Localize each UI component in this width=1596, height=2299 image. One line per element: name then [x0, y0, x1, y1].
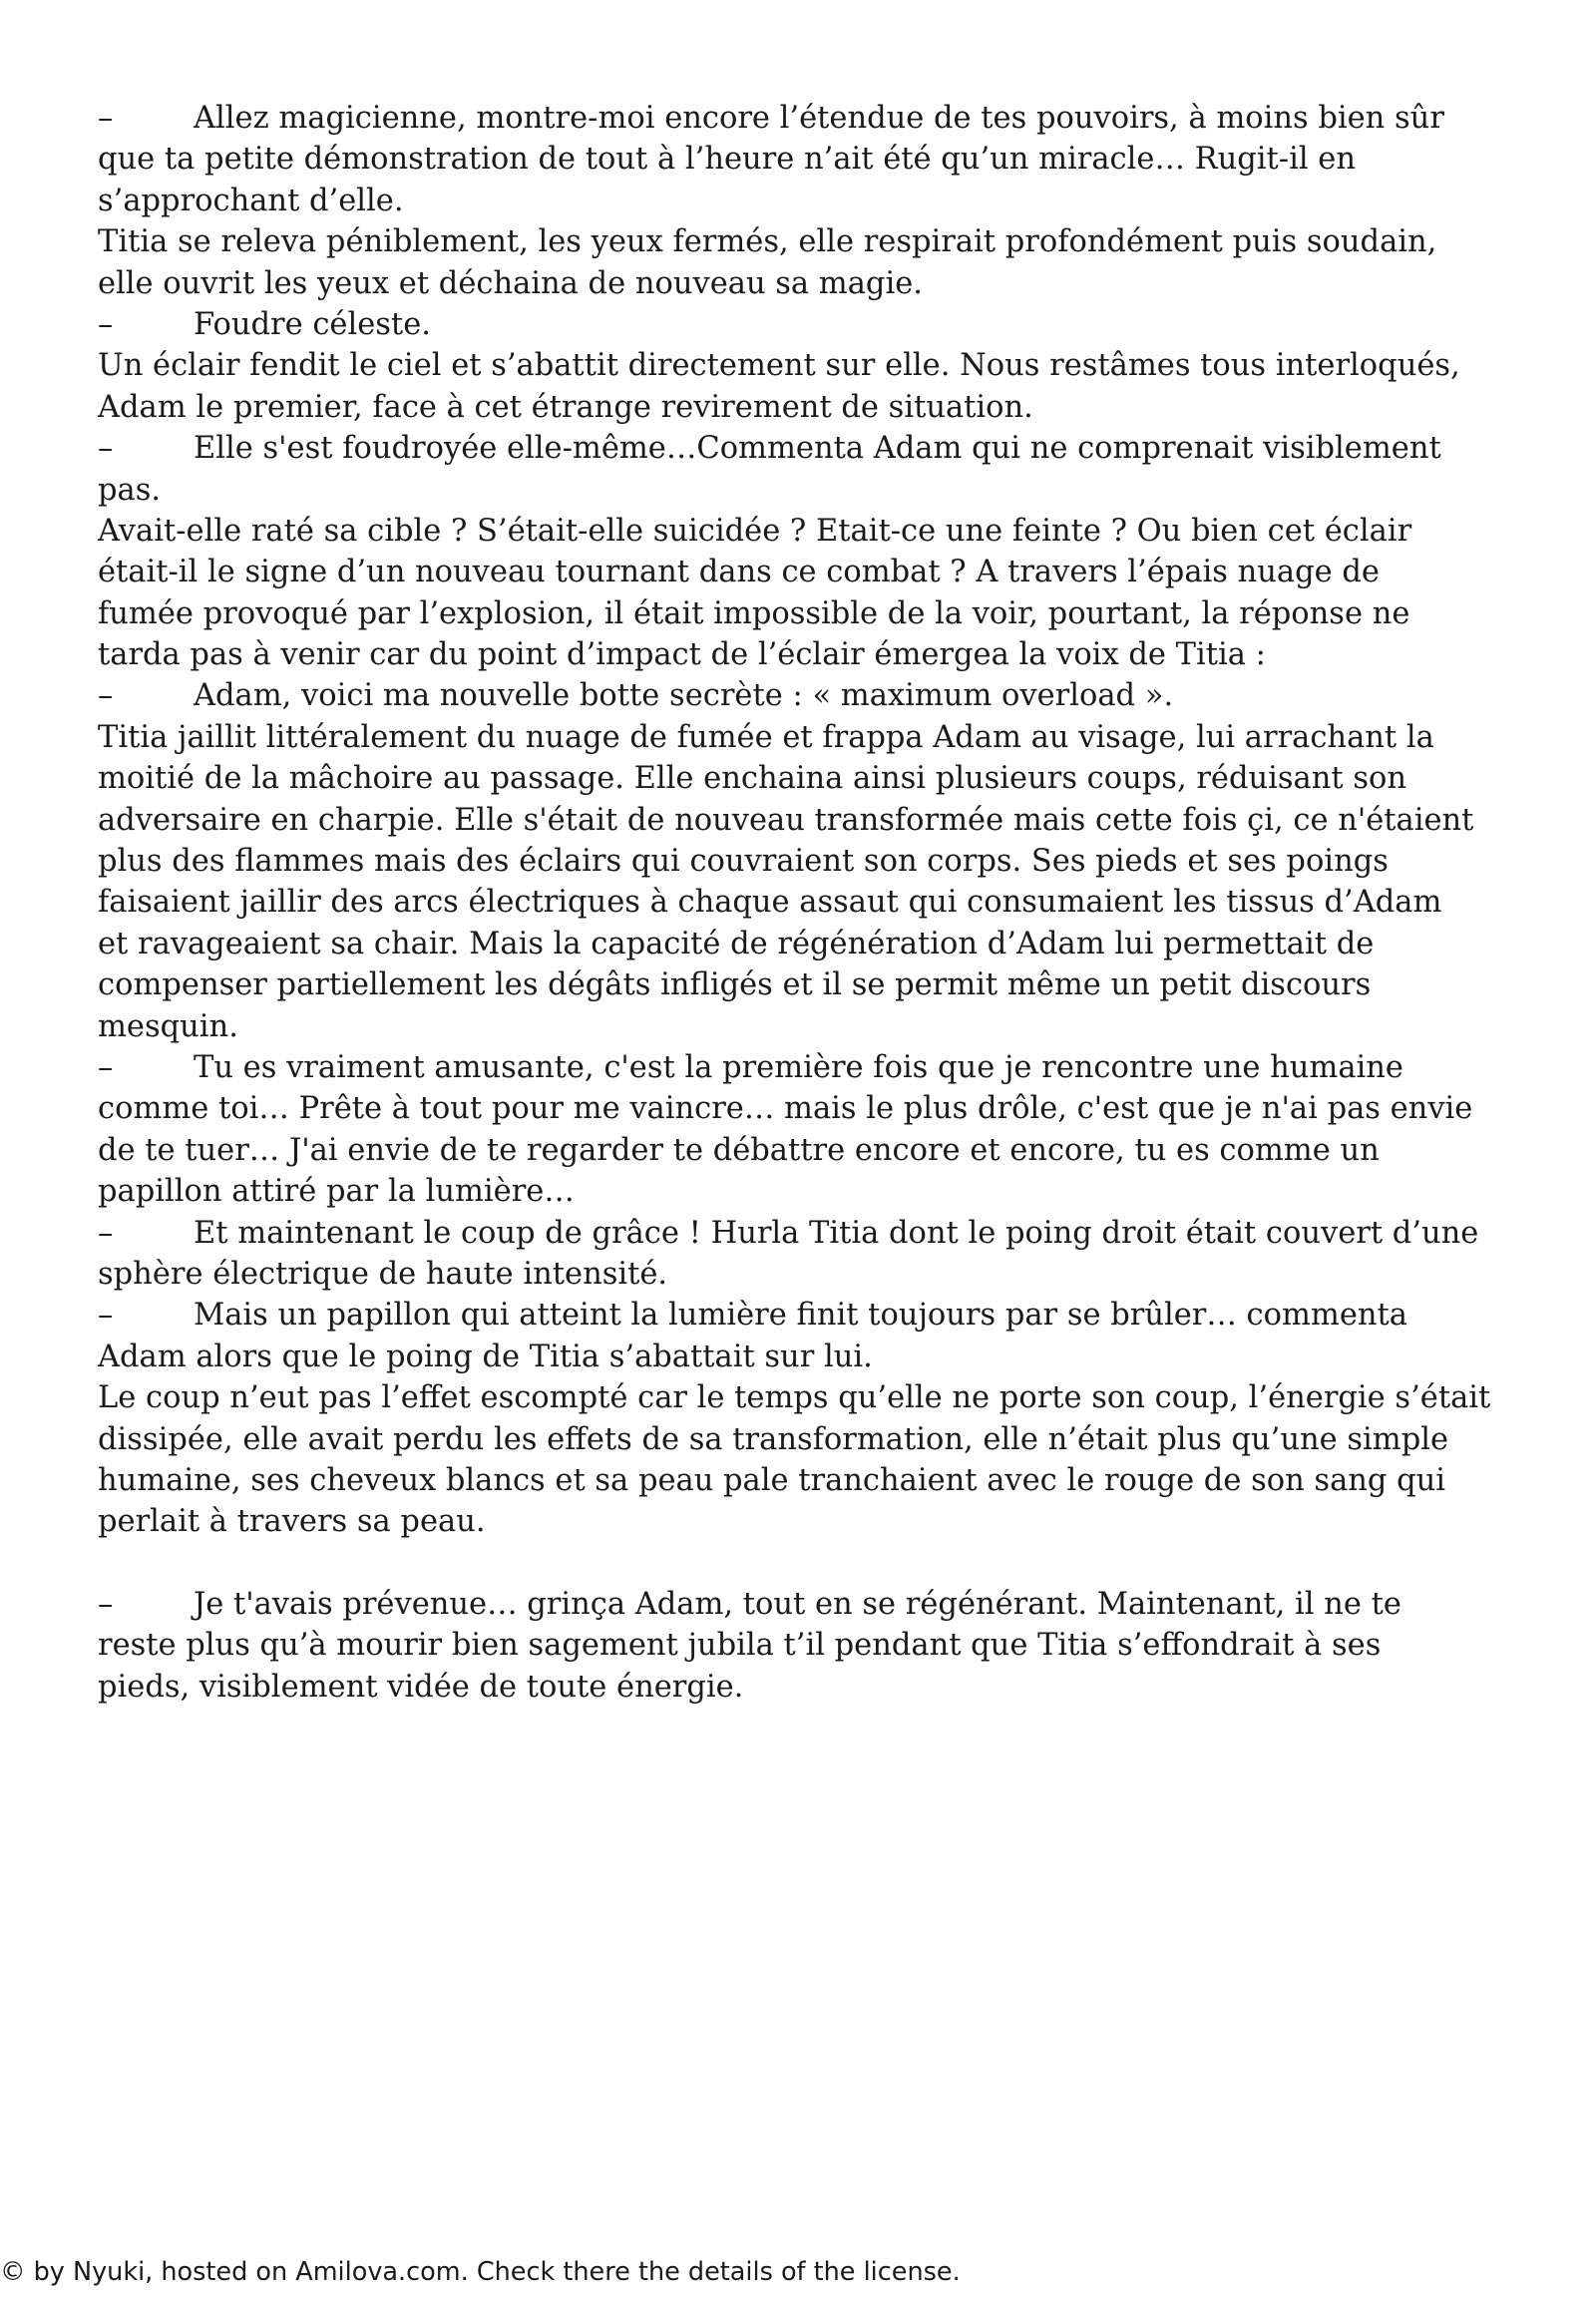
line-text: Mais un papillon qui atteint la lumière finit toujours par se brûler… commenta [194, 1298, 1407, 1334]
dialogue-line [98, 428, 1524, 469]
line-text: Je t'avais prévenue… grinça Adam, tout en se régénérant. Maintenant, il ne te [194, 1587, 1401, 1623]
dialogue-line [98, 98, 1524, 139]
text-line [98, 511, 1524, 552]
line-text: Et maintenant le coup de grâce ! Hurla Titia dont le poing droit était couvert d’une [194, 1215, 1479, 1251]
text-line [98, 1254, 1524, 1295]
text-line [98, 181, 1524, 221]
text-line [98, 1419, 1524, 1460]
line-text: Titia se releva péniblement, les yeux fermés, elle respirait profondément puis soudain, [98, 224, 1437, 260]
text-line [98, 758, 1524, 799]
line-text: adversaire en charpie. Elle s'était de nouveau transformée mais cette fois çi, ce n'étaient [98, 802, 1474, 838]
line-text: Tu es vraiment amusante, c'est la première fois que je rencontre une humaine [194, 1049, 1403, 1085]
line-text: fumée provoqué par l’explosion, il était impossible de la voir, pourtant, la réponse ne [98, 595, 1410, 631]
text-line [98, 1501, 1524, 1542]
text-line [98, 1088, 1524, 1129]
dialogue-dash: – [98, 1215, 114, 1251]
license-footer [0, 2256, 961, 2288]
text-line [98, 1460, 1524, 1501]
line-text: pieds, visiblement vidée de toute énergie. [98, 1669, 744, 1705]
text-line [98, 1667, 1524, 1708]
text-line [98, 1130, 1524, 1171]
text-line [98, 964, 1524, 1005]
line-text: de te tuer… J'ai envie de te regarder te débattre encore et encore, tu es comme un [98, 1132, 1380, 1168]
paragraph-gap [98, 1543, 1524, 1584]
body-text [98, 98, 1524, 1708]
line-text: reste plus qu’à mourir bien sagement jubila t’il pendant que Titia s’effondrait à ses [98, 1628, 1382, 1664]
line-text: Titia jaillit littéralement du nuage de fumée et frappa Adam au visage, lui arrachant la [98, 719, 1434, 755]
dialogue-dash: – [98, 1587, 114, 1623]
line-text: perlait à travers sa peau. [98, 1504, 486, 1540]
license-text: © by Nyuki, hosted on Amilova.com. Check there the details of the license. [0, 2257, 961, 2287]
line-text: elle ouvrit les yeux et déchaina de nouveau sa magie. [98, 265, 923, 301]
line-text: faisaient jaillir des arcs électriques à chaque assaut qui consumaient les tissus d’Adam [98, 885, 1442, 921]
line-text: Elle s'est foudroyée elle-même…Commenta Adam qui ne comprenait visiblement [194, 431, 1441, 467]
text-line [98, 882, 1524, 923]
text-line [98, 1171, 1524, 1212]
text-line [98, 717, 1524, 758]
text-line [98, 139, 1524, 180]
dialogue-line [98, 1584, 1524, 1625]
line-text: était-il le signe d’un nouveau tournant dans ce combat ? A travers l’épais nuage de [98, 555, 1380, 590]
line-text: et ravageaient sa chair. Mais la capacité de régénération d’Adam lui permettait de [98, 926, 1375, 961]
line-text: pas. [98, 472, 162, 508]
text-line [98, 1625, 1524, 1666]
line-text: Adam alors que le poing de Titia s’abattait sur lui. [98, 1339, 873, 1374]
line-text: mesquin. [98, 1008, 238, 1044]
dialogue-line [98, 1213, 1524, 1254]
text-line [98, 221, 1524, 262]
dialogue-line [98, 304, 1524, 345]
dialogue-line [98, 675, 1524, 716]
line-text: humaine, ses cheveux blancs et sa peau pale tranchaient avec le rouge de son sang qui [98, 1462, 1446, 1498]
line-text: Adam le premier, face à cet étrange revirement de situation. [98, 389, 1033, 425]
line-text: Un éclair fendit le ciel et s’abattit directement sur elle. Nous restâmes tous interloqués, [98, 348, 1460, 384]
text-line [98, 924, 1524, 964]
dialogue-line [98, 1047, 1524, 1088]
dialogue-dash: – [98, 678, 114, 714]
text-line [98, 263, 1524, 304]
line-text: tarda pas à venir car du point d’impact de l’éclair émergea la voix de Titia : [98, 637, 1266, 673]
text-line [98, 634, 1524, 675]
text-line [98, 800, 1524, 841]
line-text: Le coup n’eut pas l’effet escompté car le temps qu’elle ne porte son coup, l’énergie s’était [98, 1380, 1491, 1416]
text-line [98, 1337, 1524, 1377]
line-text: Avait-elle raté sa cible ? S’était-elle suicidée ? Etait-ce une feinte ? Ou bien cet éclair [98, 513, 1412, 549]
line-text: s’approchant d’elle. [98, 183, 404, 218]
text-line [98, 1006, 1524, 1047]
dialogue-dash: – [98, 101, 114, 136]
text-line [98, 552, 1524, 592]
line-text: Foudre céleste. [194, 306, 431, 342]
dialogue-dash: – [98, 1049, 114, 1085]
text-line [98, 841, 1524, 882]
line-text: comme toi… Prête à tout pour me vaincre… mais le plus drôle, c'est que je n'ai pas envie [98, 1091, 1473, 1127]
dialogue-dash: – [98, 306, 114, 342]
line-text: que ta petite démonstration de tout à l’heure n’ait été qu’un miracle… Rugit-il en [98, 142, 1356, 178]
text-line [98, 345, 1524, 386]
text-line [98, 470, 1524, 511]
text-line [98, 593, 1524, 634]
text-line [98, 1377, 1524, 1418]
line-text: papillon attiré par la lumière… [98, 1174, 575, 1210]
line-text: Adam, voici ma nouvelle botte secrète : « maximum overload ». [194, 678, 1174, 714]
line-text: Allez magicienne, montre-moi encore l’étendue de tes pouvoirs, à moins bien sûr [194, 101, 1444, 136]
dialogue-line [98, 1295, 1524, 1336]
line-text: plus des flammes mais des éclairs qui couvraient son corps. Ses pieds et ses poings [98, 844, 1389, 880]
text-line [98, 387, 1524, 428]
dialogue-dash: – [98, 1298, 114, 1334]
document-page [98, 98, 1524, 1708]
dialogue-dash: – [98, 431, 114, 467]
line-text: dissipée, elle avait perdu les effets de sa transformation, elle n’était plus qu’une simple [98, 1421, 1449, 1457]
line-text: sphère électrique de haute intensité. [98, 1256, 668, 1292]
line-text: moitié de la mâchoire au passage. Elle enchaina ainsi plusieurs coups, réduisant son [98, 761, 1406, 797]
line-text: compenser partiellement les dégâts infligés et il se permit même un petit discours [98, 967, 1372, 1003]
